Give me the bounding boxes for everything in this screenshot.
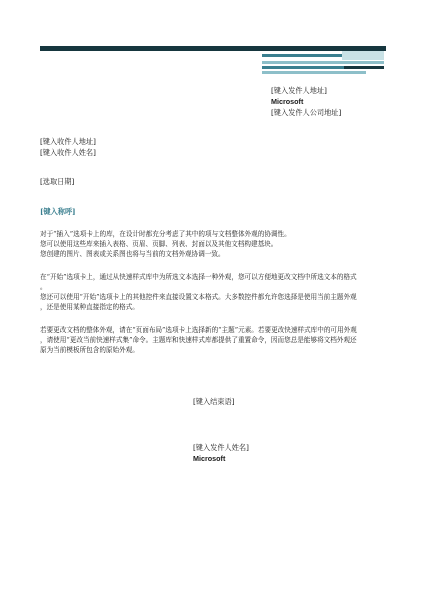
- date-picker[interactable]: [选取日期]: [40, 177, 75, 186]
- body-line: 若要更改文档的整体外观，请在“页面布局”选项卡上选择新的“主题”元素。若要更改快速样式库中的可用外观: [40, 326, 357, 334]
- body-line: 对于“插入”选项卡上的库，在设计时都充分考虑了其中的项与文档整体外观的协调性。: [40, 230, 291, 238]
- body-line: 您可以使用这些库来插入表格、页眉、页脚、列表、封面以及其他文档构建基块。: [40, 240, 278, 248]
- recipient-address[interactable]: [键入收件人地址]: [40, 137, 96, 146]
- body-line: ，请使用“更改当前快速样式集”命令。主题库和快速样式库都提供了重置命令，因而您总是能够将文档外观还: [40, 336, 357, 344]
- body-line: 。: [40, 283, 47, 291]
- header-bar-pale: [342, 51, 384, 60]
- sender-company: Microsoft: [271, 97, 304, 106]
- recipient-name[interactable]: [键入收件人姓名]: [40, 148, 96, 157]
- header-bar-light: [262, 61, 384, 64]
- body-paragraph-3: [40, 325, 390, 355]
- closing[interactable]: [键入结束语]: [193, 397, 235, 406]
- header-bar-mid-2: [262, 66, 344, 69]
- header-decoration: [0, 0, 424, 90]
- header-bar-light-2: [262, 71, 366, 74]
- signature-company: Microsoft: [193, 454, 226, 463]
- body-line: ，还是使用某种直接指定的格式。: [40, 303, 139, 311]
- header-bar-dark: [40, 46, 386, 51]
- body-line: 原为当前模板所包含的原始外观。: [40, 346, 139, 354]
- body-line: 您创建的图片、图表或关系图也将与当前的文档外观协调一致。: [40, 250, 225, 258]
- header-bar-dark-2: [344, 66, 384, 69]
- body-line: 您还可以使用“开始”选项卡上的其他控件来直接设置文本格式。大多数控件都允许您选择是使用当前主题外观: [40, 293, 357, 301]
- sender-address[interactable]: [键入发件人地址]: [271, 86, 327, 95]
- signature-name[interactable]: [键入发件人姓名]: [193, 443, 249, 452]
- sender-company-address[interactable]: [键入发件人公司地址]: [271, 108, 342, 117]
- salutation[interactable]: [键入称呼]: [40, 207, 76, 216]
- body-paragraph-1: [40, 229, 390, 259]
- body-paragraph-2: [40, 272, 390, 312]
- body-line: 在“开始”选项卡上，通过从快速样式库中为所选文本选择一种外观，您可以方便地更改文档中所选文本的格式: [40, 273, 357, 281]
